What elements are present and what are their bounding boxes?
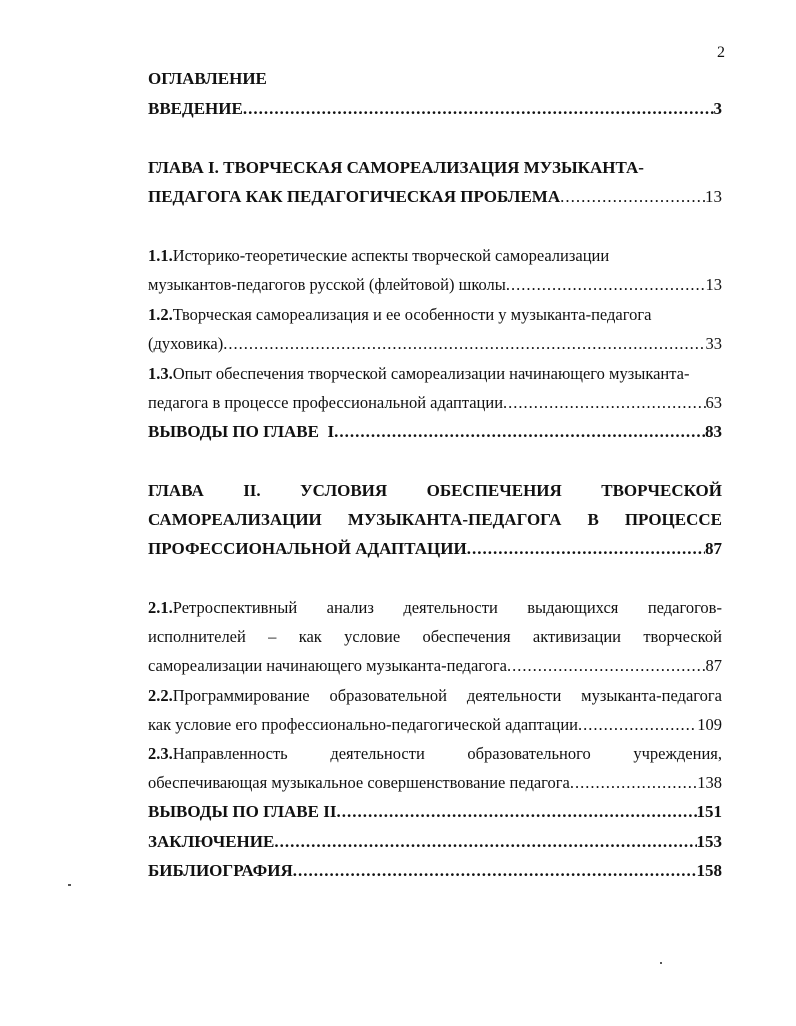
- section-text: [148, 685, 310, 707]
- entry-page: 153: [696, 832, 722, 851]
- entry-page: 151: [696, 802, 722, 821]
- dot-leader: [223, 333, 705, 355]
- section-text: самореализации начинающего музыканта-педагога: [148, 656, 507, 675]
- entry-text: ЗАКЛЮЧЕНИЕ: [148, 832, 275, 851]
- section-text: обеспечивающая музыкальное совершенствование педагога: [148, 773, 570, 792]
- word: ПРОЦЕССЕ: [624, 510, 722, 529]
- dot-leader: [467, 538, 705, 560]
- section-text: (духовика): [148, 334, 224, 353]
- word: образовательной: [329, 686, 448, 705]
- word: условие: [344, 627, 401, 646]
- section-2-3-line2: [148, 772, 722, 794]
- section-number: 2.1.: [148, 598, 173, 617]
- entry-text: БИБЛИОГРАФИЯ: [148, 861, 293, 880]
- section-text: Опыт обеспечения творческой самореализации начинающего музыканта-: [172, 364, 690, 383]
- scan-speck: [68, 884, 71, 886]
- dot-leader: [243, 98, 714, 120]
- entry-page: 138: [697, 773, 722, 792]
- section-number: 1.2.: [148, 305, 173, 324]
- word: деятельности: [466, 686, 562, 705]
- section-2-1-line2: [148, 626, 722, 648]
- toc-entry-chapter2: [148, 538, 722, 560]
- word: творческой: [643, 627, 722, 646]
- entry-page: 158: [696, 861, 722, 880]
- entry-page: 13: [705, 275, 722, 294]
- dot-leader: [336, 801, 696, 823]
- section-text: педагога в процессе профессиональной адаптации: [148, 393, 504, 412]
- section-text: [148, 597, 297, 619]
- word: В: [587, 510, 599, 529]
- dot-leader: [503, 392, 705, 414]
- page-number: 2: [717, 44, 725, 61]
- dot-leader: [507, 655, 706, 677]
- chapter2-title-line2: [148, 509, 722, 531]
- scan-speck: [660, 962, 662, 964]
- section-1-2-line1: [148, 304, 722, 326]
- chapter1-title-line2: ПЕДАГОГА КАК ПЕДАГОГИЧЕСКАЯ ПРОБЛЕМА: [148, 187, 561, 206]
- section-1-3-line2: [148, 392, 722, 414]
- word: педагогов-: [647, 598, 722, 617]
- section-2-2-line1: [148, 685, 722, 707]
- section-number: 2.3.: [148, 744, 173, 763]
- section-text: Историко-теоретические аспекты творческой самореализации: [172, 246, 610, 265]
- entry-page: 87: [705, 539, 722, 558]
- word: выдающихся: [527, 598, 619, 617]
- word: деятельности: [330, 744, 425, 763]
- word: обеспечения: [422, 627, 511, 646]
- word: ТВОРЧЕСКОЙ: [601, 481, 722, 500]
- word: анализ: [326, 598, 374, 617]
- entry-page: 87: [705, 656, 722, 675]
- toc-entry-bibliography: [148, 860, 722, 882]
- word: исполнителей: [148, 627, 246, 646]
- section-2-3-line1: [148, 743, 722, 765]
- word: ГЛАВА: [148, 481, 204, 500]
- section-2-2-line2: [148, 714, 722, 736]
- section-2-1-line1: [148, 597, 722, 619]
- word: УСЛОВИЯ: [300, 481, 388, 500]
- section-text: музыкантов-педагогов русской (флейтовой) школы: [148, 275, 506, 294]
- dot-leader: [293, 860, 697, 882]
- toc-entry-conclusions-ch1: [148, 421, 722, 443]
- chapter1-title-line1: ГЛАВА I. ТВОРЧЕСКАЯ САМОРЕАЛИЗАЦИЯ МУЗЫКАНТА-: [148, 158, 644, 177]
- section-1-3-line1: [148, 363, 722, 385]
- section-text: Творческая самореализация и ее особенности у музыканта-педагога: [172, 305, 652, 324]
- section-number: 1.3.: [148, 364, 173, 383]
- entry-text: ВЫВОДЫ ПО ГЛАВЕ I: [148, 422, 335, 441]
- entry-page: 3: [713, 99, 722, 118]
- chapter2-title-line1: [148, 480, 722, 502]
- word: как: [298, 627, 322, 646]
- word: музыканта-педагога: [581, 686, 722, 705]
- section-1-1-line1: [148, 245, 722, 267]
- entry-page: 33: [705, 334, 722, 353]
- entry-page: 83: [705, 422, 722, 441]
- word: Направленность: [172, 744, 288, 763]
- word: активизации: [532, 627, 622, 646]
- chapter2-title-line3: ПРОФЕССИОНАЛЬНОЙ АДАПТАЦИИ: [148, 539, 467, 558]
- toc-title: ОГЛАВЛЕНИЕ: [148, 69, 267, 88]
- word: САМОРЕАЛИЗАЦИИ: [148, 510, 322, 529]
- section-1-1-line2: [148, 274, 722, 296]
- entry-page: 13: [705, 187, 722, 206]
- toc-entry-intro: [148, 98, 722, 120]
- word: МУЗЫКАНТА-ПЕДАГОГА: [347, 510, 562, 529]
- word: деятельности: [403, 598, 498, 617]
- section-number: 2.2.: [148, 686, 173, 705]
- word: –: [268, 627, 277, 646]
- section-1-2-line2: [148, 333, 722, 355]
- word: учреждения,: [633, 744, 722, 763]
- word: образовательного: [467, 744, 591, 763]
- entry-text: ВЫВОДЫ ПО ГЛАВЕ II: [148, 802, 337, 821]
- entry-text: ВВЕДЕНИЕ: [148, 99, 243, 118]
- toc-entry-conclusion: [148, 831, 722, 853]
- dot-leader: [578, 714, 697, 736]
- dot-leader: [570, 772, 697, 794]
- toc-entry-chapter1: [148, 186, 722, 208]
- section-number: 1.1.: [148, 246, 173, 265]
- word: II.: [243, 481, 261, 500]
- word: ОБЕСПЕЧЕНИЯ: [426, 481, 562, 500]
- section-text: [148, 743, 288, 765]
- entry-page: 109: [697, 715, 722, 734]
- entry-page: 63: [705, 393, 722, 412]
- dot-leader: [560, 186, 705, 208]
- word: Программирование: [172, 686, 310, 705]
- section-2-1-line3: [148, 655, 722, 677]
- toc-entry-conclusions-ch2: [148, 801, 722, 823]
- section-text: как условие его профессионально-педагогической адаптации: [148, 715, 579, 734]
- dot-leader: [506, 274, 706, 296]
- dot-leader: [274, 831, 696, 853]
- word: Ретроспективный: [172, 598, 298, 617]
- dot-leader: [334, 421, 705, 443]
